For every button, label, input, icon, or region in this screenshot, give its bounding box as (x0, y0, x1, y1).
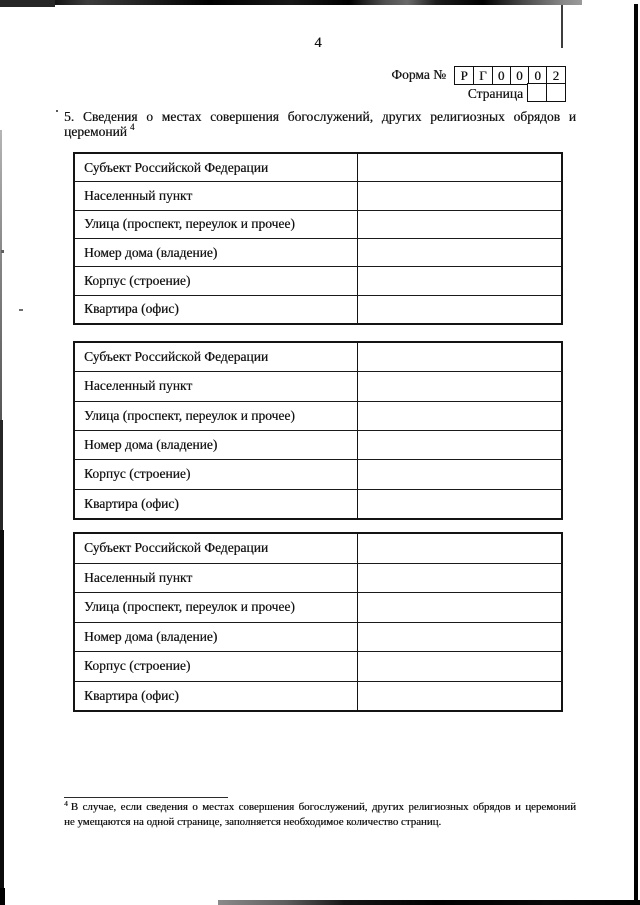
section-heading-line1: 5. Сведения о местах совершения богослужений, других религиозных обрядов и (64, 109, 576, 124)
table-row (75, 459, 561, 488)
section-heading (64, 109, 576, 140)
footnote-marker: 4 (64, 799, 68, 808)
section-heading-line2: церемоний $^4$ (64, 122, 135, 140)
row-label: Номер дома (владение) (75, 431, 358, 459)
row-label: Субъект Российской Федерации (75, 154, 358, 181)
table-row (75, 401, 561, 430)
row-label: Субъект Российской Федерации (75, 534, 358, 563)
row-label: Корпус (строение) (75, 652, 358, 681)
form-code-cell: Г (473, 67, 491, 84)
row-value-cell (358, 460, 561, 488)
footnote-line1: $^4$ В случае, если сведения о местах совершения богослужений, других религиозных обрядов и церемоний (64, 799, 576, 813)
table-row (75, 371, 561, 400)
scan-speck (1, 250, 4, 253)
row-value-cell (358, 682, 561, 711)
scan-edge-left-bottom (0, 888, 5, 905)
row-label: Улица (проспект, переулок и прочее) (75, 593, 358, 622)
row-label: Субъект Российской Федерации (75, 343, 358, 371)
row-label: Населенный пункт (75, 372, 358, 400)
row-value-cell (358, 534, 561, 563)
row-label: Квартира (офис) (75, 490, 358, 518)
row-value-cell (358, 211, 561, 238)
row-value-cell (358, 593, 561, 622)
form-code-cell: 0 (528, 67, 546, 84)
row-value-cell (358, 431, 561, 459)
page-count-cell (546, 84, 564, 101)
form-code-boxes (454, 66, 566, 85)
worship-place-table-2 (73, 341, 563, 520)
page-count-boxes (527, 83, 566, 102)
page-number: 4 (314, 35, 322, 51)
scan-edge-top-left (0, 0, 55, 7)
table-row (75, 181, 561, 209)
row-value-cell (358, 564, 561, 593)
table-row (75, 210, 561, 238)
scan-edge-left-lower (0, 530, 4, 890)
row-label: Номер дома (владение) (75, 239, 358, 266)
footnote-line2: не умещаются на одной странице, заполняется необходимое количество страниц. (64, 815, 442, 828)
form-code-cell: 0 (510, 67, 528, 84)
worship-place-table-1 (73, 152, 563, 325)
row-value-cell (358, 343, 561, 371)
table-row (75, 343, 561, 371)
row-value-cell (358, 402, 561, 430)
form-number-label: Форма № (391, 66, 446, 82)
row-value-cell (358, 154, 561, 181)
table-row (75, 430, 561, 459)
row-value-cell (358, 182, 561, 209)
row-value-cell (358, 490, 561, 518)
scan-edge-left-middle (0, 420, 3, 532)
table-row (75, 592, 561, 622)
row-label: Квартира (офис) (75, 682, 358, 711)
form-code-cell: 0 (492, 67, 510, 84)
scan-edge-left-upper (0, 130, 2, 420)
row-value-cell (358, 372, 561, 400)
scan-speck (56, 110, 58, 112)
page-count-label: Страница (467, 85, 523, 101)
table-row (75, 622, 561, 652)
table-row (75, 238, 561, 266)
table-row (75, 295, 561, 323)
row-label: Корпус (строение) (75, 267, 358, 294)
row-label: Номер дома (владение) (75, 623, 358, 652)
scan-edge-top (0, 0, 582, 5)
table-row (75, 534, 561, 563)
worship-place-table-3 (73, 532, 563, 712)
table-row (75, 154, 561, 181)
scan-streak (561, 5, 563, 48)
row-value-cell (358, 267, 561, 294)
row-value-cell (358, 623, 561, 652)
row-label: Населенный пункт (75, 564, 358, 593)
table-row (75, 489, 561, 518)
footnote-reference: 4 (129, 122, 135, 133)
table-row (75, 563, 561, 593)
table-row (75, 651, 561, 681)
form-code-cell: 2 (546, 67, 564, 84)
row-value-cell (358, 296, 561, 323)
form-code-cell: Р (460, 68, 468, 84)
page-count-cell (528, 84, 546, 101)
row-label: Квартира (офис) (75, 296, 358, 323)
row-value-cell (358, 239, 561, 266)
row-value-cell (358, 652, 561, 681)
table-row (75, 266, 561, 294)
row-label: Корпус (строение) (75, 460, 358, 488)
scan-speck (19, 309, 23, 311)
scan-edge-bottom (218, 900, 640, 905)
scan-edge-right (634, 4, 639, 905)
table-row (75, 681, 561, 711)
row-label: Улица (проспект, переулок и прочее) (75, 211, 358, 238)
row-label: Населенный пункт (75, 182, 358, 209)
footnote-separator (64, 797, 228, 799)
row-label: Улица (проспект, переулок и прочее) (75, 402, 358, 430)
footnote (64, 800, 576, 829)
